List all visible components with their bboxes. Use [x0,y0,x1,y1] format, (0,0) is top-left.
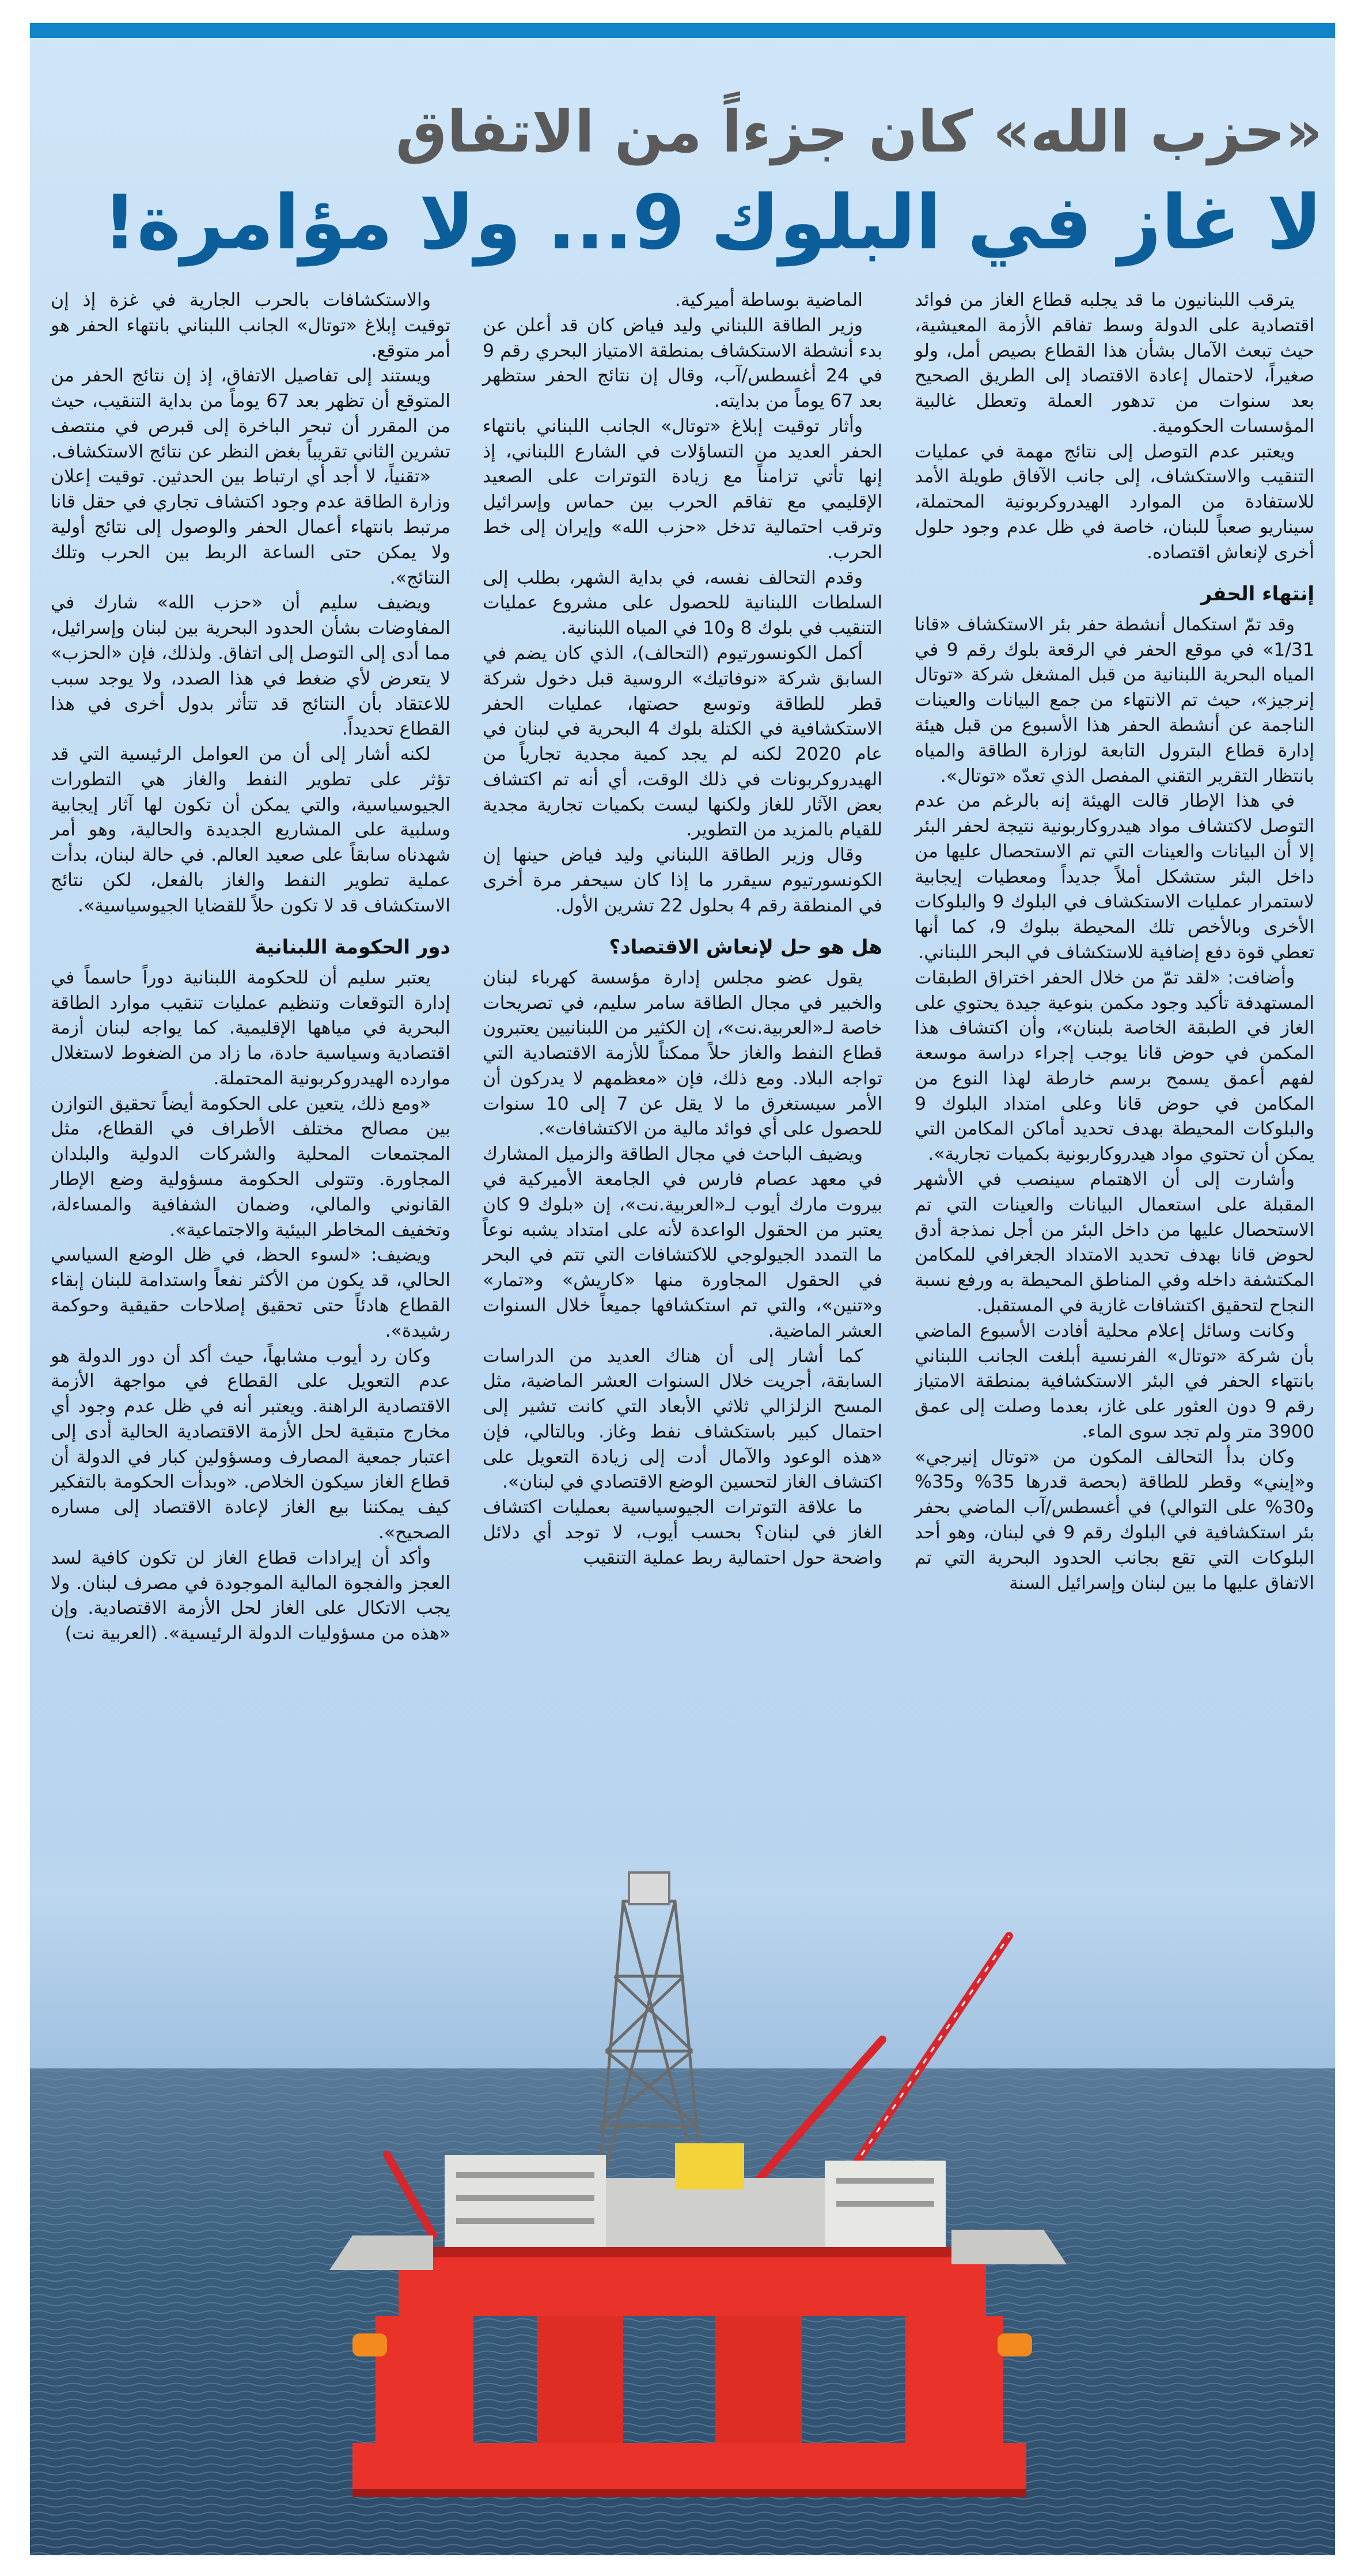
article-paragraph: يترقب اللبنانيون ما قد يجلبه قطاع الغاز من فوائد اقتصادية على الدولة وسط تفاقم الأزمة المعيشية، حيث تبعث الآمال بشأن هذا القطاع بصيص أمل، ولو صغيراً، لاحتمال إعادة الاقتصاد إلى الطريق الصحيح بعد سنوات من تدهور العملة وتعطل غالبية المؤسسات الحكومية. [915,290,1314,437]
article-column-right [915,288,1314,1596]
article-paragraph: الماضية بوساطة أميركية. [674,290,863,311]
article-paragraph: كما أشار إلى أن هناك العديد من الدراسات السابقة، أجريت خلال السنوات العشر الماضية، مثل المسح الزلزالي ثلاثي الأبعاد التي كانت تشير إلى احتمال كبير باستكشاف نفط وغاز. وبالتالي، فإن «هذه الوعود والآمال أدت إلى زيادة التعويل على اكتشاف الغاز لتحسين الوضع الاقتصادي في لبنان». [483,1345,882,1493]
newspaper-page [30,23,1335,2555]
article-paragraph: في هذا الإطار قالت الهيئة إنه بالرغم من عدم التوصل لاكتشاف مواد هيدروكاربونية نتيجة لحفر البئر إلا أن البيانات والعينات التي تم الاستحصال عليها من داخل البئر ستشكل أملاً جديداً ومعطيات إيجابية لاستمرار عمليات الاستكشاف في البلوك 9 والبلوكات الأخرى وبالأخص تلك المحيطة ببلوك 9، كما أنها تعطي قوة دفع إضافية للاستكشاف في البحر اللبناني. [915,790,1314,963]
article-column-middle [483,288,882,1571]
article-paragraph: «تقنياً، لا أجد أي ارتباط بين الحدثين. توقيت إعلان وزارة الطاقة عدم وجود اكتشاف تجاري في حقل قانا مرتبط بانتهاء أعمال الحفر والوصول إلى نتائج أولية ولا يمكن حتى الساعة الربط بين الحرب وتلك النتائج». [51,466,450,588]
article-paragraph: وقد تمّ استكمال أنشطة حفر بئر الاستكشاف «قانا 1/31» في موقع الحفر في الرقعة بلوك رقم 9 في المياه البحرية اللبنانية من قبل المشغل شركة «توتال إنرجيز»، حيث تم الانتهاء من جمع البيانات والعينات الناجمة عن أنشطة الحفر هذا الأسبوع من قبل هيئة إدارة قطاع البترول التابعة لوزارة الطاقة والمياه بانتظار التقرير التقني المفصل الذي تعدّه «توتال». [915,614,1314,786]
article-column-left [51,288,450,1647]
article-paragraph: ويضيف سليم أن «حزب الله» شارك في المفاوضات بشأن الحدود البحرية بين لبنان وإسرائيل، مما أدى إلى التوصل إلى اتفاق. ولذلك، فإن «الحزب» لا يتعرض لأي ضغط في هذا الصدد، ولا يوجد سبب للاعتقاد بأن النتائج قد تتأثر بدول أخرى في هذا القطاع تحديداً. [51,592,450,740]
article-paragraph: وكان رد أيوب مشابهاً، حيث أكد أن دور الدولة هو عدم التعويل على القطاع في مواجهة الأزمة الاقتصادية الراهنة. ويعتبر أنه في ظل عدم وجود أي مخارج متبقية لحل الأزمة الاقتصادية الحالية أدى إلى اعتبار جمعية المصارف ومسؤولين كبار في الدولة أن قطاع الغاز سيكون الخلاص. «وبدأت الحكومة بالتفكير كيف يمكننا بيع الغاز لإعادة الاقتصاد إلى مساره الصحيح». [51,1345,450,1543]
article-title: لا غاز في البلوك 9... ولا مؤامرة! [103,179,1322,266]
headline-block [30,38,1335,292]
article-kicker: «حزب الله» كان جزءاً من الاتفاق [395,98,1322,165]
article-paragraph: ويضيف: «لسوء الحظ، في ظل الوضع السياسي الحالي، قد يكون من الأكثر نفعاً واستدامة للبنان إبقاء القطاع هادئاً حتى تحقيق إصلاحات حقيقية وحوكمة رشيدة». [51,1245,450,1341]
article-paragraph: وكان بدأ التحالف المكون من «توتال إنيرجي» و«إيني» وقطر للطاقة (بحصة قدرها 35% و35% و30% على التوالي) في أغسطس/آب الماضي بحفر بئر استكشافية في البلوك رقم 9 في لبنان، وهو أحد البلوكات التي تقع بجانب الحدود البحرية التي تم الاتفاق عليها ما بين لبنان وإسرائيل السنة [915,1446,1314,1594]
section-heading: هل هو حل لإنعاش الاقتصاد؟ [609,935,882,959]
article-paragraph: وزير الطاقة اللبناني وليد فياض كان قد أعلن عن بدء أنشطة الاستكشاف بمنطقة الامتياز البحري رقم 9 في 24 أغسطس/آب، وقال إن نتائج الحفر ستظهر بعد 67 يوماً من بدايته. [483,315,883,412]
top-color-bar [30,23,1335,38]
rig-illustration [30,1832,1335,2555]
article-paragraph: وكانت وسائل إعلام محلية أفادت الأسبوع الماضي بأن شركة «توتال» الفرنسية أبلغت الجانب اللبناني بانتهاء الحفر في البئر الاستكشافية بمنطقة الامتياز رقم 9 دون العثور على غاز، بعدما وصلت إلى عمق 3900 متر ولم تجد سوى الماء. [915,1320,1315,1442]
article-paragraph: ويستند إلى تفاصيل الاتفاق، إذ إن نتائج الحفر من المتوقع أن تظهر بعد 67 يوماً من بداية التنقيب، حيث من المقرر أن تبحر الباخرة إلى قبرص في منتصف تشرين الثاني تقريباً بغض النظر عن نتائج الاستكشاف. [51,365,450,462]
article-paragraph: يعتبر سليم أن للحكومة اللبنانية دوراً حاسماً في إدارة التوقعات وتنظيم عمليات تنقيب موارد الطاقة البحرية في مياهها الإقليمية. كما يواجه لبنان أزمة اقتصادية وسياسية حادة، ما زاد من الضغوط لاستغلال موارده الهيدروكربونية المحتملة. [51,967,450,1089]
article-paragraph: ما علاقة التوترات الجيوسياسية بعمليات اكتشاف الغاز في لبنان؟ بحسب أيوب، لا توجد أي دلائل واضحة حول احتمالية ربط عملية التنقيب [483,1497,882,1568]
section-heading: إنتهاء الحفر [1200,582,1314,606]
article-paragraph: وأضافت: «لقد تمّ من خلال الحفر اختراق الطبقات المستهدفة تأكيد وجود مكمن بنوعية جيدة يحتوي على الغاز في الطبقة الخاصة بلبنان»، وأن اكتشاف هذا المكمن في حوض قانا يوجب إجراء دراسة موسعة لفهم أعمق يسمح برسم خارطة لهذا النوع من المكامن في حوض قانا وعلى امتداد البلوك 9 والبلوكات المحيطة بهدف تحديد أماكن المكامن التي يمكن أن تحتوي مواد هيدروكاربونية بكميات تجارية». [915,967,1314,1165]
article-paragraph: وأثار توقيت إبلاغ «توتال» الجانب اللبناني بانتهاء الحفر العديد من التساؤلات في الشارع اللبناني، إذ إنها تأتي تزامناً مع زيادة التوترات على الصعيد الإقليمي مع تفاقم الحرب بين حماس وإسرائيل وترقب احتمالية تدخل «حزب الله» وإيران إلى خط الحرب. [483,415,882,563]
article-paragraph: أكمل الكونسورتيوم (التحالف)، الذي كان يضم في السابق شركة «نوفاتيك» الروسية قبل دخول شركة قطر للطاقة وتوسع حصتها، عمليات الحفر الاستكشافية في الكتلة بلوك 4 البحرية في لبنان في عام 2020 لكنه لم يجد كمية مجدية تجارياً من الهيدروكربونات في ذلك الوقت، أي أنه تم اكتشاف بعض الآثار للغاز ولكنها ليست بكميات تجارية مجدية للقيام بالمزيد من التطوير. [483,642,882,841]
article-paragraph: وأكد أن إيرادات قطاع الغاز لن تكون كافية لسد العجز والفجوة المالية الموجودة في مصرف لبنان. ولا يجب الاتكال على الغاز لحل الأزمة الاقتصادية. وإن «هذه من مسؤوليات الدولة الرئيسية». (العربية نت) [51,1547,450,1644]
article-paragraph: وأشارت إلى أن الاهتمام سينصب في الأشهر المقبلة على استعمال البيانات والعينات التي تم الاستحصال عليها من داخل البئر من أجل نمذجة أدق لحوض قانا بهدف تحديد الامتداد الجغرافي للمكامن المكتشفة داخله وفي المناطق المحيطة به ورفع نسبة النجاح لتحقيق اكتشافات غازية في المستقبل. [915,1169,1314,1316]
article-paragraph: لكنه أشار إلى أن من العوامل الرئيسية التي قد تؤثر على تطوير النفط والغاز هي التطورات الجيوسياسية، والتي يمكن أن تكون لها آثار إيجابية وسلبية على المشاريع الجديدة والحالية، وهو أمر شهدناه سابقاً على صعيد العالم. في حالة لبنان، بدأت عملية تطوير النفط والغاز بالفعل، لكن نتائج الاستكشاف قد لا تكون حلاً للقضايا الجيوسياسية». [51,744,450,916]
article-paragraph: ويعتبر عدم التوصل إلى نتائج مهمة في عمليات التنقيب والاستكشاف، إلى جانب الآفاق طويلة الأمد للاستفادة من الموارد الهيدروكربونية المحتملة، سيناريو صعباً للبنان، خاصة في ظل عدم وجود حلول أخرى لإنعاش اقتصاده. [915,441,1314,563]
article-paragraph: وقال وزير الطاقة اللبناني وليد فياض حينها إن الكونسورتيوم سيقرر ما إذا كان سيحفر مرة أخرى في المنطقة رقم 4 بحلول 22 تشرين الأول. [483,845,882,916]
article-paragraph: ويضيف الباحث في مجال الطاقة والزميل المشارك في معهد عصام فارس في الجامعة الأميركية في بيروت مارك أيوب لـ«العربية.نت»، إن «بلوك 9 كان يعتبر من الحقول الواعدة لأنه على امتداد يشبه نوعاً ما التمدد الجيولوجي للاكتشافات التي تتم في البحر في الحقول المجاورة منها «كاريش» و«تمار» و«تنين»، والتي تم استكشافها جميعاً خلال السنوات العشر الماضية. [483,1144,882,1341]
article-paragraph: «ومع ذلك، يتعين على الحكومة أيضاً تحقيق التوازن بين مصالح مختلف الأطراف في القطاع، مثل المجتمعات المحلية والشركات الدولية والبلدان المجاورة. وتتولى الحكومة مسؤولية وضع الإطار القانوني والمالي، وضمان الشفافية والمساءلة، وتخفيف المخاطر البيئية والاجتماعية». [51,1093,450,1240]
article-paragraph: والاستكشافات بالحرب الجارية في غزة إذ إن توقيت إبلاغ «توتال» الجانب اللبناني بانتهاء الحفر هو أمر متوقع. [51,290,450,361]
offshore-drilling-rig-photo [30,1832,1335,2555]
section-heading: دور الحكومة اللبنانية [255,935,450,959]
article-paragraph: وقدم التحالف نفسه، في بداية الشهر، بطلب إلى السلطات اللبنانية للحصول على مشروع عمليات التنقيب في بلوك 8 و10 في المياه اللبنانية. [483,567,882,639]
article-paragraph: يقول عضو مجلس إدارة مؤسسة كهرباء لبنان والخبير في مجال الطاقة سامر سليم، في تصريحات خاصة لـ«العربية.نت»، إن الكثير من اللبنانيين يعتبرون قطاع النفط والغاز حلاً ممكناً للأزمة الاقتصادية التي تواجه البلاد. ومع ذلك، فإن «معظمهم لا يدركون أن الأمر سيستغرق ما لا يقل عن 7 إلى 10 سنوات للحصول على أي فوائد مالية من الاكتشافات». [483,967,882,1140]
